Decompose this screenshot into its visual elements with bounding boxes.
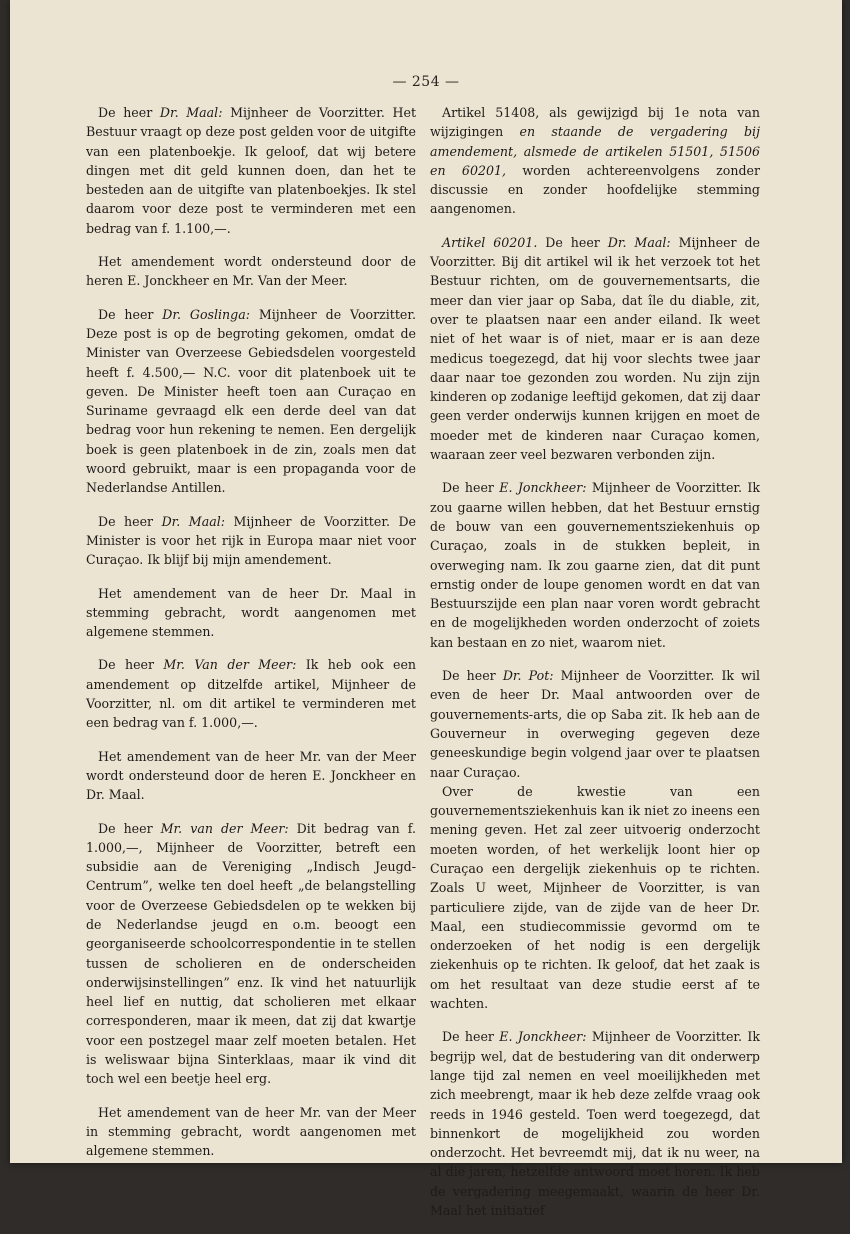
document-page <box>10 0 842 1219</box>
text-run: De heer <box>98 657 164 673</box>
italic-run: Artikel 60201. <box>442 234 538 250</box>
italic-run: Dr. Maal: <box>607 234 671 250</box>
text-run: Ik heb ook een amendement op ditzelfde artikel, Mijnheer de Voorzitter, nl. om dit artikel te verminderen met een bedrag van f. 1.000,—. <box>86 657 417 731</box>
text-run: worden achtereenvolgens zonder discussie en zonder hoofdelijke stemming aangenomen. <box>430 162 760 217</box>
text-run: Artikel 51408, als gewijzigd bij 1e nota van wijzigingen <box>430 105 760 140</box>
text-run: Mijnheer de Voorzitter. Het Bestuur vraagt op deze post gelden voor de uitgifte van een platenboekje. Ik geloof, dat wij betere dingen met dit geld kunnen doen, dan het te besteden aan de uitgifte van platenboekjes. Ik stel daarom voor deze post te verminderen met een bedrag van f. 1.100,—. <box>86 105 416 236</box>
italic-run: Dr. Maal: <box>159 105 223 120</box>
paragraph <box>86 819 416 1089</box>
paragraph <box>430 782 760 1014</box>
text-run: Mijnheer de Voorzitter. Deze post is op de begroting gekomen, omdat de Minister van Overzeese Gebiedsdelen voorgesteld heeft f. 4.500,— N.C. voor dit platenboek uit te geven. De Minister heeft toen aan Curaçao en Suriname gevraagd elk een derde deel van dat bedrag voor hun rekening te nemen. Een dergelijk boek is geen platenboek in de zin, zoals men dat woord gebruikt, maar is een propaganda voor de Nederlandse Antillen. <box>86 306 417 496</box>
text-run: De heer <box>98 306 163 322</box>
italic-run: Mr. van der Meer: <box>160 820 289 836</box>
paragraph <box>430 666 760 782</box>
text-run: Het amendement van de heer Dr. Maal in stemming gebracht, wordt aangenomen met algemene stemmen. <box>86 585 416 640</box>
text-run: De heer <box>537 234 608 250</box>
text-run: Mijnheer de Voorzitter. Ik wil even de heer Dr. Maal antwoorden over de gouvernements-arts, die op Saba zit. Ik heb aan de Gouverneur in overweging gegeven deze geneeskundige begin volgend jaar over te plaatsen naar Curaçao. <box>430 668 760 780</box>
italic-run: Mr. Van der Meer: <box>163 657 297 673</box>
paragraph <box>430 1027 760 1220</box>
italic-run: Dr. Maal: <box>161 513 225 529</box>
text-run: De heer <box>442 1029 500 1045</box>
text-run: Mijnheer de Voorzitter. Ik begrijp wel, dat de bestudering van dit onderwerp lange tijd zal nemen en veel moeilijkheden met zich meebrengt, maar ik heb deze zelfde vraag ook reeds in 1946 gesteld. Toen werd toegezegd, dat binnenkort de mogelijkheid zou worden onderzocht. Het bevreemdt mij, dat ik nu weer, na al die jaren, hetzelfde antwoord moet horen. Ik heb de vergadering meegemaakt, waarin de heer Dr. Maal het initiatief <box>430 1029 761 1219</box>
paragraph <box>86 1103 416 1161</box>
text-run: Mijnheer de Voorzitter. Ik zou gaarne willen hebben, dat het Bestuur ernstig de bouw van een gouvernementsziekenhuis op Curaçao, zoals in de stukken bepleit, in overweging nam. Ik zou gaarne zien, dat dit punt ernstig onder de loupe genomen wordt en dat van Bestuurszijde een plan naar voren wordt gebracht en de mogelijkheden worden onderzocht of zoiets kan bestaan en zo niet, waarom niet. <box>430 480 761 650</box>
text-run: De heer <box>442 480 500 496</box>
italic-run: Dr. Goslinga: <box>162 306 250 322</box>
paragraph <box>86 747 416 805</box>
text-run: De heer <box>98 820 161 836</box>
paragraph <box>86 103 416 238</box>
paragraph <box>430 233 760 465</box>
page-number: — 254 — <box>392 74 460 90</box>
italic-run: Dr. Pot: <box>502 668 554 684</box>
text-run: Het amendement van de heer Mr. van der Meer wordt ondersteund door de heren E. Jonckheer en Dr. Maal. <box>86 748 416 803</box>
text-run: De heer <box>442 668 503 684</box>
right-column <box>430 103 760 1234</box>
paragraph <box>86 584 416 642</box>
paragraph <box>86 252 416 291</box>
italic-run: E. Jonckheer: <box>499 1029 587 1045</box>
paragraph <box>430 103 760 219</box>
text-run: Mijnheer de Voorzitter. De Minister is voor het rijk in Europa maar niet voor Curaçao. Ik blijf bij mijn amendement. <box>86 513 417 568</box>
paragraph <box>86 655 416 732</box>
text-run: De heer <box>98 105 160 120</box>
paragraph <box>430 478 760 652</box>
text-run: De heer <box>98 513 162 529</box>
text-run: Het amendement van de heer Mr. van der Meer in stemming gebracht, wordt aangenomen met algemene stemmen. <box>86 1104 416 1159</box>
text-run: Het amendement wordt ondersteund door de heren E. Jonckheer en Mr. Van der Meer. <box>86 254 416 289</box>
text-run: Over de kwestie van een gouvernementsziekenhuis kan ik niet zo ineens een mening geven. Het zal zeer uitvoerig onderzocht moeten worden, of het werkelijk loont hier op Curaçao een dergelijk ziekenhuis op te richten. Zoals U weet, Mijnheer de Voorzitter, is van particuliere zijde, van de zijde van de heer Dr. Maal, een studiecommissie gevormd om te onderzoeken of het nodig is een dergelijk ziekenhuis op te richten. Ik geloof, dat het zaak is om het resultaat van deze studie eerst af te wachten. <box>430 783 760 1012</box>
left-column <box>86 103 416 1175</box>
text-run: Mijnheer de Voorzitter. Bij dit artikel wil ik het verzoek tot het Bestuur richten, om de gouvernementsarts, die meer dan vier jaar op Saba, dat île du diable, zit, over te plaatsen naar een ander eiland. Ik weet niet of het waar is of niet, maar er is aan deze medicus toegezegd, dat hij voor slechts twee jaar daar naar toe gezonden zou worden. Nu zijn zijn kinderen op zodanige leeftijd gekomen, dat zij daar geen verder onderwijs kunnen krijgen en moet de moeder met de kinderen naar Curaçao komen, waaraan zeer veel bezwaren verbonden zijn. <box>430 234 761 463</box>
italic-run: en staande de vergadering bij amendement, alsmede de artikelen 51501, 51506 en 60201, <box>430 124 760 178</box>
italic-run: E. Jonckheer: <box>499 480 587 496</box>
paragraph <box>86 305 416 498</box>
text-run: Dit bedrag van f. 1.000,—, Mijnheer de Voorzitter, betreft een subsidie aan de Vereniging „Indisch Jeugd-Centrum”, welke ten doel heeft „de belangstelling voor de Overzeese Gebiedsdelen op te wekken bij de Nederlandse jeugd en o.m. beoogt een georganiseerde schoolcorrespondentie in te stellen tussen de scholieren en de onderscheiden onderwijsinstellingen” enz. Ik vind het natuurlijk heel lief en nuttig, dat scholieren met elkaar corresponderen, maar ik meen, dat zij dat kwartje voor een postzegel maar zelf moeten betalen. Het is weliswaar bijna Sinterklaas, maar ik vind dit toch wel een beetje heel erg. <box>86 820 416 1087</box>
paragraph <box>86 512 416 570</box>
